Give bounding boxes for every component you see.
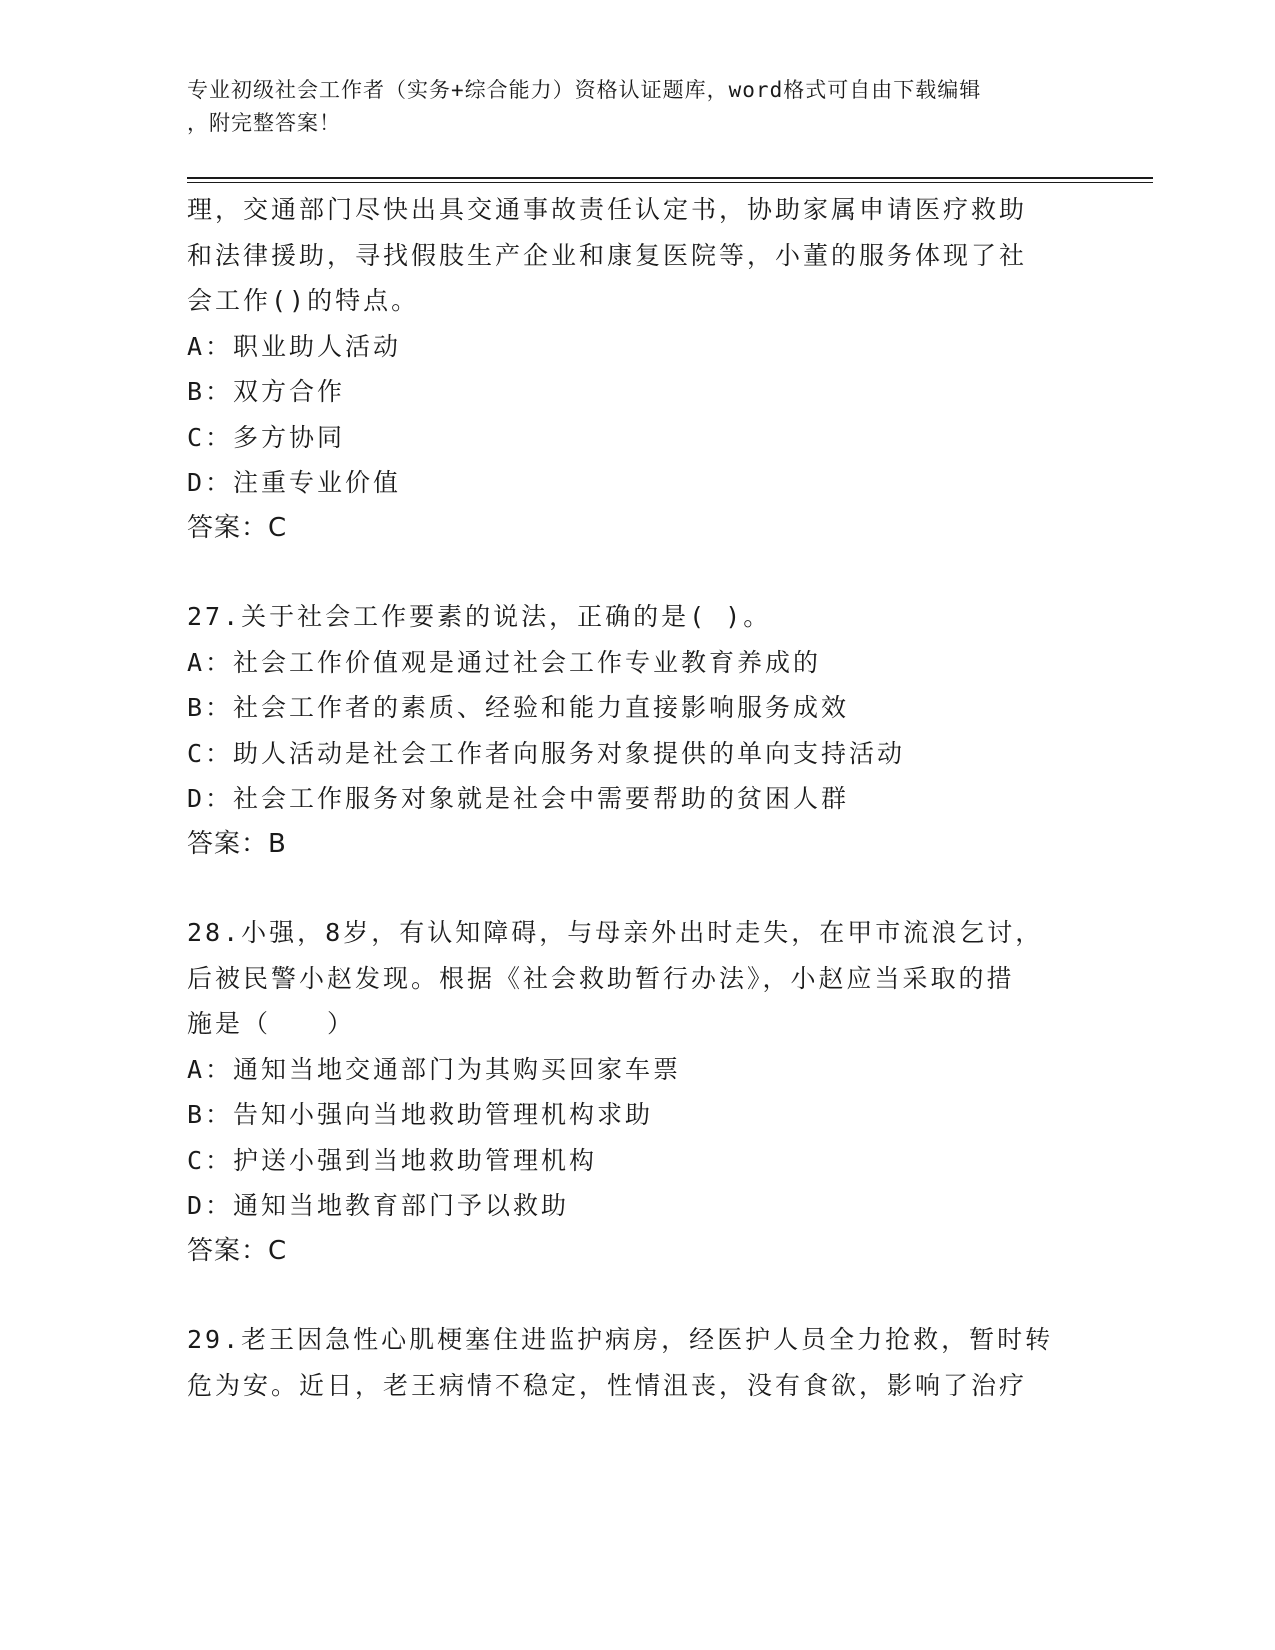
question-stem-line: 施是（ ） — [187, 1009, 356, 1038]
question-spacer — [187, 867, 1087, 910]
question-spacer — [187, 1274, 1087, 1317]
header-divider-thick — [187, 177, 1153, 179]
question-stem-line: 理，交通部门尽快出具交通事故责任认定书，协助家属申请医疗救助 — [187, 195, 1028, 224]
option-b: B：双方合作 — [187, 377, 346, 406]
option-d: D：社会工作服务对象就是社会中需要帮助的贫困人群 — [187, 784, 850, 813]
option-b: B：社会工作者的素质、经验和能力直接影响服务成效 — [187, 693, 850, 722]
question-list — [187, 187, 1087, 1408]
question-stem-line: 和法律援助，寻找假肢生产企业和康复医院等，小董的服务体现了社 — [187, 240, 1028, 270]
header-line-2: ，附完整答案！ — [187, 111, 341, 135]
option-a: A：职业助人活动 — [187, 331, 402, 361]
header-divider-thin — [187, 182, 1153, 183]
option-c: C：多方协同 — [187, 422, 346, 452]
question-stem-line: 27.关于社会工作要素的说法，正确的是( )。 — [187, 602, 772, 631]
option-d: D：通知当地教育部门予以救助 — [187, 1191, 570, 1220]
option-c: C：助人活动是社会工作者向服务对象提供的单向支持活动 — [187, 738, 906, 768]
question-stem-line: 28.小强，8岁，有认知障碍，与母亲外出时走失，在甲市流浪乞讨， — [187, 918, 1044, 947]
header-line-1: 专业初级社会工作者（实务+综合能力）资格认证题库，word格式可自由下载编辑 — [187, 78, 982, 102]
option-a: A：通知当地交通部门为其购买回家车票 — [187, 1054, 682, 1084]
option-c: C：护送小强到当地救助管理机构 — [187, 1145, 598, 1175]
question-stem-line: 会工作()的特点。 — [187, 286, 420, 315]
question-27 — [187, 594, 1087, 867]
question-28 — [187, 910, 1087, 1274]
question-spacer — [187, 551, 1087, 594]
question-26 — [187, 187, 1087, 551]
option-b: B：告知小强向当地救助管理机构求助 — [187, 1100, 654, 1129]
answer-label: 答案：C — [187, 1235, 288, 1266]
answer-label: 答案：B — [187, 828, 287, 859]
question-stem-line: 29.老王因急性心肌梗塞住进监护病房，经医护人员全力抢救，暂时转 — [187, 1325, 1054, 1354]
answer-label: 答案：C — [187, 512, 288, 543]
question-stem-line: 后被民警小赵发现。根据《社会救助暂行办法》，小赵应当采取的措 — [187, 963, 1015, 993]
question-stem-line: 危为安。近日，老王病情不稳定，性情沮丧，没有食欲，影响了治疗 — [187, 1370, 1028, 1400]
question-29 — [187, 1317, 1087, 1408]
option-a: A：社会工作价值观是通过社会工作专业教育养成的 — [187, 647, 822, 677]
page-header — [187, 74, 1067, 140]
option-d: D：注重专业价值 — [187, 468, 402, 497]
